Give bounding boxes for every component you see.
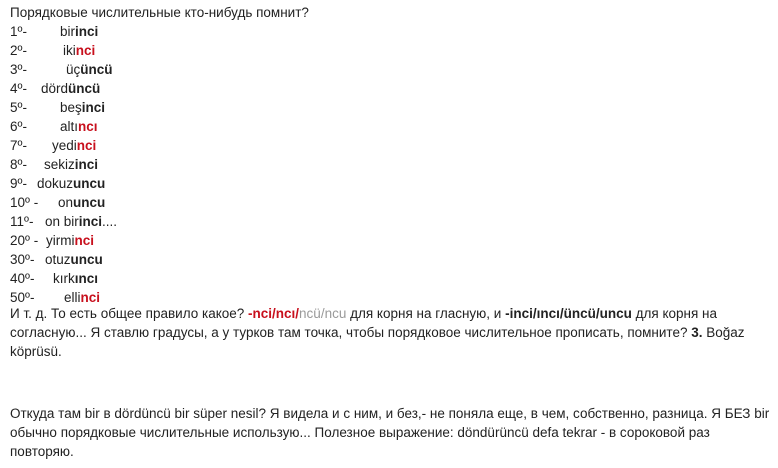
word-suffix: inci (75, 24, 99, 39)
word-stem: yirmi (46, 233, 75, 248)
ordinal-number: 1º- (10, 24, 27, 39)
ordinal-number: 7º- (10, 138, 27, 153)
ordinal-number: 50º- (10, 290, 35, 305)
word-trail: .... (102, 214, 118, 229)
ordinal-number: 11º- (10, 214, 34, 229)
ordinal-number: 3º- (10, 62, 27, 77)
ordinal-number: 4º- (10, 81, 27, 96)
word-suffix: inci (81, 100, 106, 115)
ordinal-word (45, 212, 117, 231)
paragraph-text: для корня на согласную... Я ставлю градусы, а у турков там точка, чтобы порядковое числительное прописать, помните? (10, 306, 717, 340)
word-stem: elli (64, 290, 81, 305)
word-stem: yedi (52, 138, 77, 153)
ordinal-word (60, 98, 105, 117)
word-stem: otuz (45, 252, 71, 267)
word-suffix: inci (74, 157, 99, 172)
post-intro: Порядковые числительные кто-нибудь помнит? (10, 5, 309, 20)
word-stem: on (58, 195, 74, 210)
suffix-rule-vowel-muted: ncü/ncu (299, 306, 347, 321)
ordinal-number: 6º- (10, 119, 27, 134)
ordinal-number: 20º - (10, 233, 39, 248)
word-stem: üç (66, 62, 81, 77)
paragraph-text: для корня на гласную, и (346, 306, 506, 321)
word-stem: altı (60, 119, 79, 134)
paragraph-text: Boğaz köprüsü. (10, 325, 745, 359)
word-suffix: nci (80, 290, 101, 305)
ordinal-word (58, 193, 105, 212)
post-paragraph-1 (10, 304, 772, 361)
paragraph-text: И т. д. То есть общее правило какое? (10, 306, 249, 321)
ordinal-number: 40º- (10, 271, 35, 286)
ordinal-word (60, 117, 98, 136)
word-stem: kırk (53, 271, 75, 286)
ordinal-word (37, 174, 105, 193)
ordinal-number: 9º- (10, 176, 27, 191)
word-suffix: uncu (73, 195, 106, 210)
word-suffix: uncu (70, 252, 103, 267)
ordinal-word (44, 155, 98, 174)
ordinal-word (52, 136, 96, 155)
ordinal-number: 2º- (10, 43, 27, 58)
word-stem: iki (63, 43, 76, 58)
word-stem: dörd (41, 81, 69, 96)
suffix-rule-consonant: -inci/ıncı/üncü/uncu (505, 306, 632, 321)
word-suffix: nci (74, 233, 95, 248)
ordinal-word (53, 269, 98, 288)
word-suffix: nci (76, 138, 97, 153)
ordinal-number: 8º- (10, 157, 27, 172)
word-suffix: ncı (78, 119, 98, 134)
word-suffix: ıncı (74, 271, 99, 286)
word-suffix: uncu (73, 176, 106, 191)
ordinal-number: 5º- (10, 100, 27, 115)
ordinal-number: 10º - (10, 195, 39, 210)
word-stem: sekiz (44, 157, 75, 172)
example-number: 3. (691, 325, 703, 340)
word-suffix: nci (75, 43, 96, 58)
post-paragraph-2: Откуда там bir в dördüncü bir süper nesil? Я видела и с ним, и без,- не поняла еще, в чем, собственно, разница. Я БЕЗ bir обычно порядковые числительные использую... Полезное выражение: döndürüncü defa tekrar - в сороковой раз повторяю. (10, 406, 770, 459)
ordinal-number: 30º- (10, 252, 35, 267)
word-stem: bir (60, 24, 76, 39)
ordinal-word (46, 231, 94, 250)
suffix-rule-vowel: -nci/ncı/ (248, 306, 300, 321)
ordinal-word (66, 60, 113, 79)
word-stem: on bir (45, 214, 79, 229)
ordinal-word (41, 79, 100, 98)
word-stem: dokuz (37, 176, 74, 191)
word-suffix: inci (78, 214, 103, 229)
ordinal-word (60, 22, 98, 41)
word-suffix: üncü (80, 62, 113, 77)
word-suffix: üncü (68, 81, 101, 96)
word-stem: beş (60, 100, 82, 115)
ordinal-word (45, 250, 103, 269)
ordinal-word (63, 41, 95, 60)
